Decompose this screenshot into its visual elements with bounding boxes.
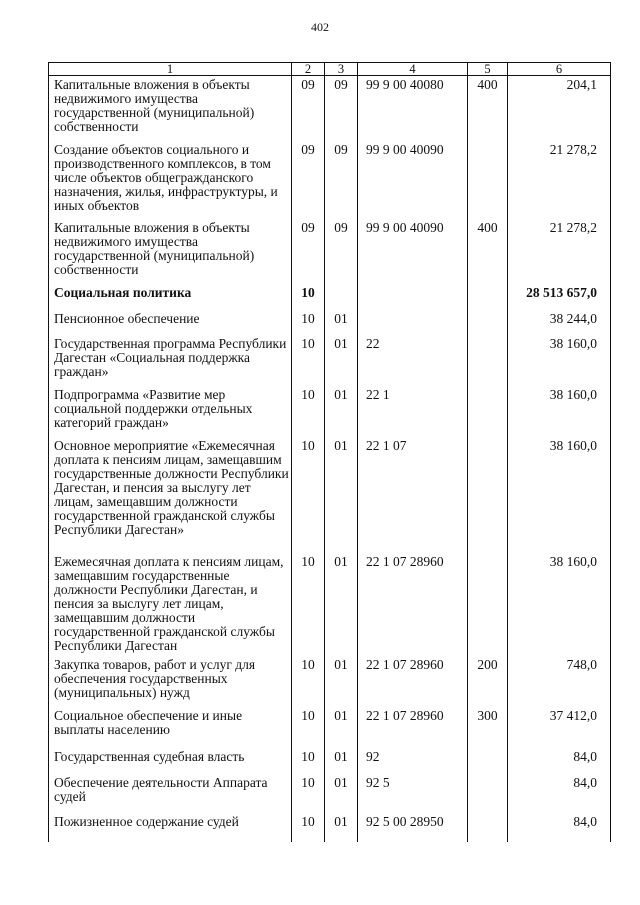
row-name: Социальная политика [49,284,292,310]
row-target-code: 99 9 00 40090 [358,141,468,219]
row-subsection: 01 [325,774,358,813]
row-expense-type [468,141,508,219]
row-target-code: 99 9 00 40080 [358,76,468,142]
row-expense-type: 400 [468,76,508,142]
row-amount: 21 278,2 [508,219,611,284]
row-expense-type [468,748,508,774]
column-header: 2 [292,63,325,76]
row-section: 10 [292,748,325,774]
row-target-code [358,310,468,335]
row-amount: 38 160,0 [508,553,611,656]
row-name: Пожизненное содержание судей [49,813,292,842]
row-section: 09 [292,76,325,142]
row-subsection: 01 [325,335,358,386]
table-row [49,310,611,335]
row-target-code: 22 1 07 [358,437,468,553]
row-target-code [358,284,468,310]
row-amount: 28 513 657,0 [508,284,611,310]
row-expense-type [468,386,508,437]
row-subsection: 01 [325,748,358,774]
row-expense-type [468,774,508,813]
row-amount: 37 412,0 [508,707,611,748]
row-target-code: 22 1 [358,386,468,437]
row-amount: 204,1 [508,76,611,142]
table-row [49,553,611,656]
row-target-code: 22 1 07 28960 [358,656,468,707]
row-expense-type: 400 [468,219,508,284]
row-section: 10 [292,774,325,813]
row-section: 09 [292,141,325,219]
column-header: 6 [508,63,611,76]
row-target-code: 92 5 00 28950 [358,813,468,842]
row-section: 10 [292,707,325,748]
row-subsection: 01 [325,437,358,553]
table-row [49,141,611,219]
table-header [49,63,611,76]
row-target-code: 92 5 [358,774,468,813]
table-row [49,76,611,142]
page-number: 402 [311,20,329,34]
row-section: 09 [292,219,325,284]
row-subsection: 09 [325,141,358,219]
row-name: Основное мероприятие «Ежемесячная доплата к пенсиям лицам, замещавшим государственные должности Республики Дагестан, и пенсия за выслугу лет лицам, замещавшим должности государственной гражданской службы Республики Дагестан» [49,437,292,553]
row-amount: 38 160,0 [508,386,611,437]
row-amount: 84,0 [508,748,611,774]
row-expense-type [468,310,508,335]
table-row [49,813,611,842]
row-target-code: 22 [358,335,468,386]
row-subsection [325,284,358,310]
row-section: 10 [292,553,325,656]
row-section: 10 [292,437,325,553]
row-name: Капитальные вложения в объекты недвижимого имущества государственной (муниципальной) собственности [49,219,292,284]
row-subsection: 01 [325,656,358,707]
row-section: 10 [292,335,325,386]
column-header: 5 [468,63,508,76]
row-amount: 84,0 [508,813,611,842]
column-header: 4 [358,63,468,76]
table-row [49,386,611,437]
row-amount: 38 160,0 [508,437,611,553]
row-name: Ежемесячная доплата к пенсиям лицам, замещавшим государственные должности Республики Дагестан, и пенсия за выслугу лет лицам, замещавшим должности государственной гражданской службы Республики Дагестан [49,553,292,656]
table-body [49,76,611,843]
row-name: Подпрограмма «Развитие мер социальной поддержки отдельных категорий граждан» [49,386,292,437]
row-expense-type [468,553,508,656]
row-subsection: 01 [325,310,358,335]
row-subsection: 01 [325,707,358,748]
table-row [49,707,611,748]
row-subsection: 01 [325,386,358,437]
row-name: Закупка товаров, работ и услуг для обеспечения государственных (муниципальных) нужд [49,656,292,707]
row-expense-type [468,335,508,386]
row-expense-type: 200 [468,656,508,707]
table-row [49,656,611,707]
row-name: Социальное обеспечение и иные выплаты населению [49,707,292,748]
row-name: Государственная программа Республики Дагестан «Социальная поддержка граждан» [49,335,292,386]
row-section: 10 [292,656,325,707]
row-amount: 38 160,0 [508,335,611,386]
row-name: Создание объектов социального и производственного комплексов, в том числе объектов общегражданского назначения, жилья, инфраструктуры, и иных объектов [49,141,292,219]
row-name: Государственная судебная власть [49,748,292,774]
row-expense-type [468,437,508,553]
row-expense-type [468,813,508,842]
row-target-code: 22 1 07 28960 [358,553,468,656]
table-row [49,284,611,310]
row-expense-type [468,284,508,310]
row-target-code: 22 1 07 28960 [358,707,468,748]
row-section: 10 [292,386,325,437]
table-row [49,748,611,774]
row-target-code: 99 9 00 40090 [358,219,468,284]
column-header: 1 [49,63,292,76]
row-section: 10 [292,813,325,842]
row-subsection: 01 [325,553,358,656]
row-subsection: 01 [325,813,358,842]
table-row [49,219,611,284]
column-header: 3 [325,63,358,76]
table-row [49,774,611,813]
row-section: 10 [292,310,325,335]
row-subsection: 09 [325,219,358,284]
row-amount: 21 278,2 [508,141,611,219]
row-name: Капитальные вложения в объекты недвижимого имущества государственной (муниципальной) собственности [49,76,292,142]
row-name: Обеспечение деятельности Аппарата судей [49,774,292,813]
row-section: 10 [292,284,325,310]
row-subsection: 09 [325,76,358,142]
table-row [49,437,611,553]
row-expense-type: 300 [468,707,508,748]
row-target-code: 92 [358,748,468,774]
budget-table [48,62,611,842]
row-amount: 38 244,0 [508,310,611,335]
row-amount: 84,0 [508,774,611,813]
row-amount: 748,0 [508,656,611,707]
row-name: Пенсионное обеспечение [49,310,292,335]
table-row [49,335,611,386]
